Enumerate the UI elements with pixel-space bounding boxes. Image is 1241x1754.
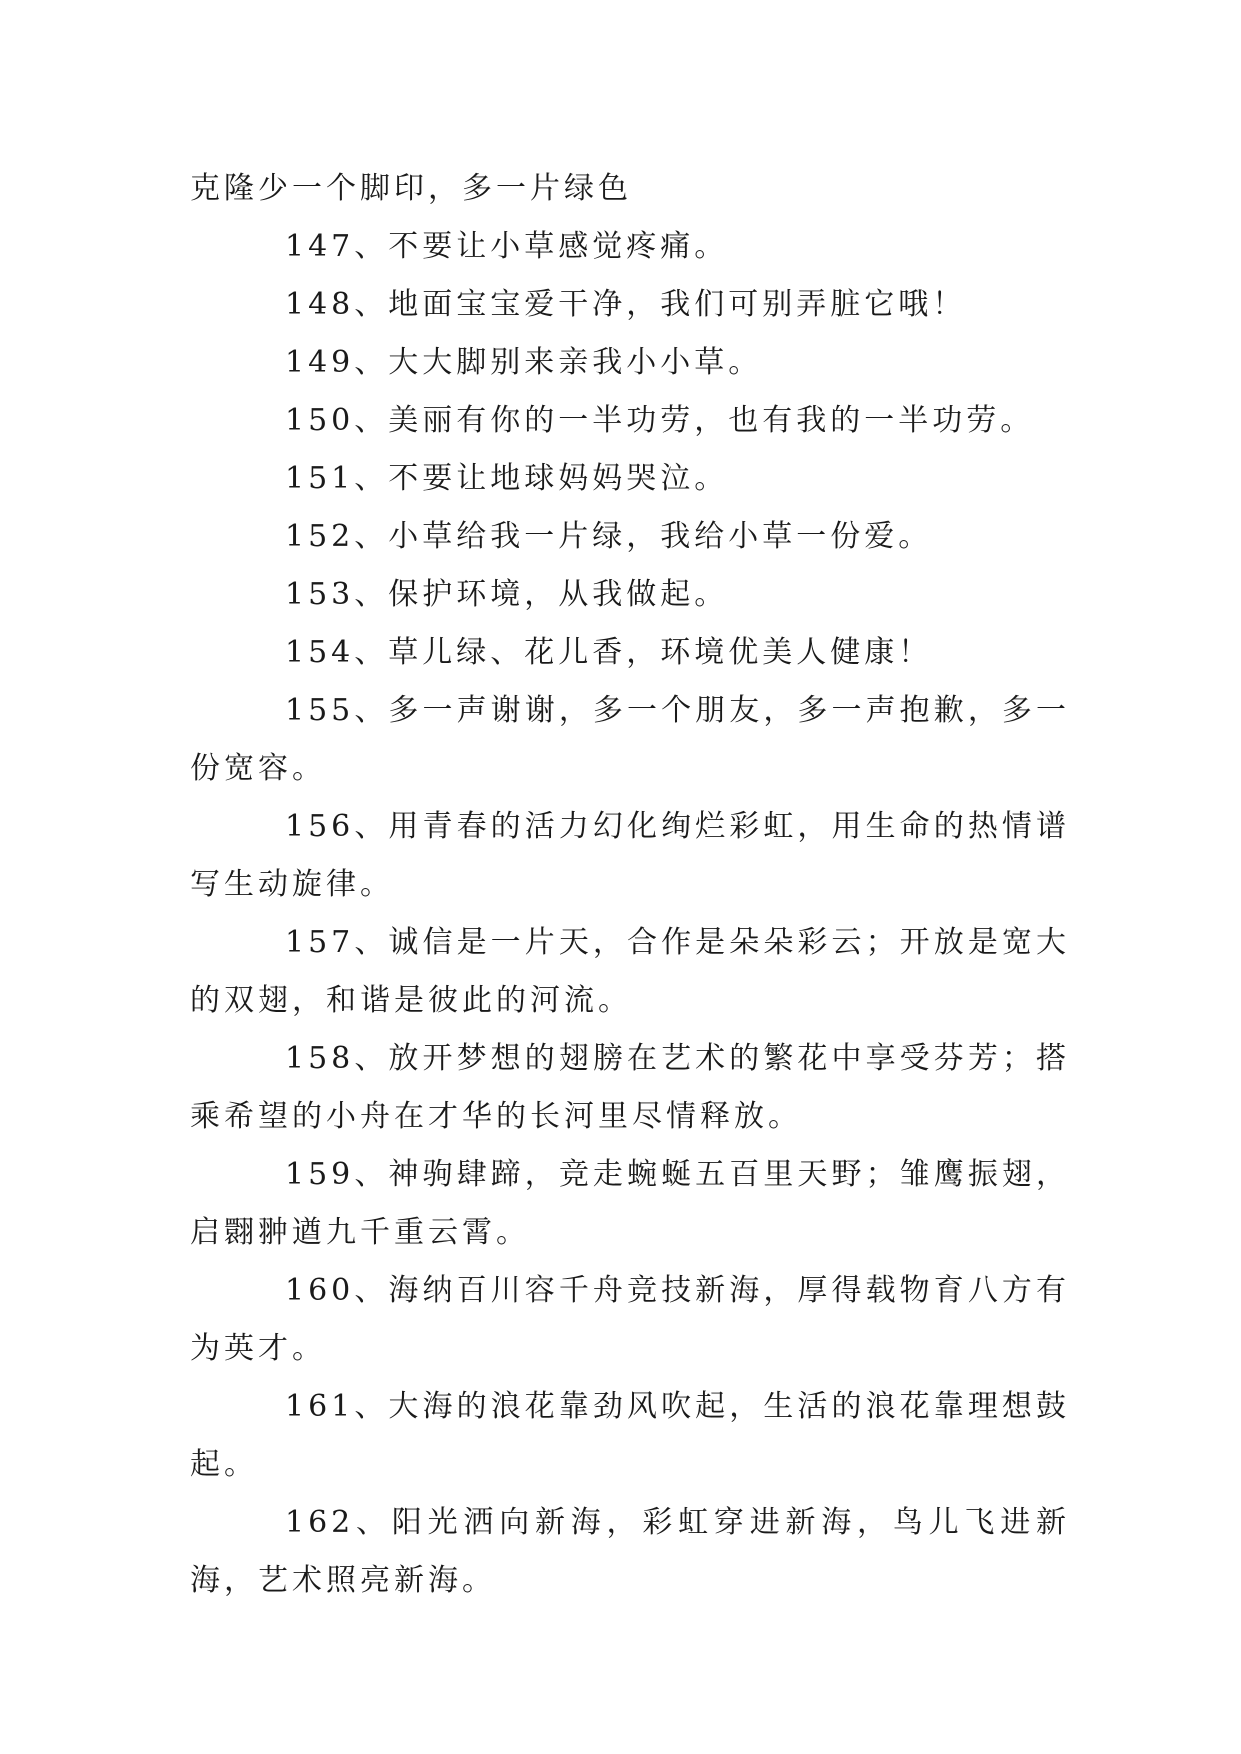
paragraph-160: 160、海纳百川容千舟竞技新海，厚得载物育八方有为英才。 <box>190 1273 1070 1366</box>
paragraph-157: 157、诚信是一片天，合作是朵朵彩云；开放是宽大的双翅，和谐是彼此的河流。 <box>190 925 1070 1018</box>
document-body <box>190 160 1070 1610</box>
paragraph-149: 149、大大脚别来亲我小小草。 <box>285 345 763 380</box>
paragraph-155: 155、多一声谢谢，多一个朋友，多一声抱歉，多一份宽容。 <box>190 693 1070 786</box>
paragraph-154: 154、草儿绿、花儿香，环境优美人健康！ <box>285 635 933 670</box>
paragraph-continuation: 克隆少一个脚印，多一片绿色 <box>190 171 632 206</box>
paragraph-162: 162、阳光洒向新海，彩虹穿进新海，鸟儿飞进新海，艺术照亮新海。 <box>190 1505 1070 1598</box>
paragraph-161: 161、大海的浪花靠劲风吹起，生活的浪花靠理想鼓起。 <box>190 1389 1070 1482</box>
paragraph-153: 153、保护环境，从我做起。 <box>285 577 729 612</box>
paragraph-152: 152、小草给我一片绿，我给小草一份爱。 <box>285 519 933 554</box>
paragraph-147: 147、不要让小草感觉疼痛。 <box>285 229 729 264</box>
paragraph-158: 158、放开梦想的翅膀在艺术的繁花中享受芬芳；搭乘希望的小舟在才华的长河里尽情释放。 <box>190 1041 1070 1134</box>
paragraph-150: 150、美丽有你的一半功劳，也有我的一半功劳。 <box>285 403 1035 438</box>
paragraph-148: 148、地面宝宝爱干净，我们可别弄脏它哦！ <box>285 287 967 322</box>
paragraph-151: 151、不要让地球妈妈哭泣。 <box>285 461 729 496</box>
paragraph-156: 156、用青春的活力幻化绚烂彩虹，用生命的热情谱写生动旋律。 <box>190 809 1070 902</box>
paragraph-159: 159、神驹肆蹄，竞走蜿蜒五百里天野；雏鹰振翅，启翾翀遒九千重云霄。 <box>190 1157 1070 1250</box>
